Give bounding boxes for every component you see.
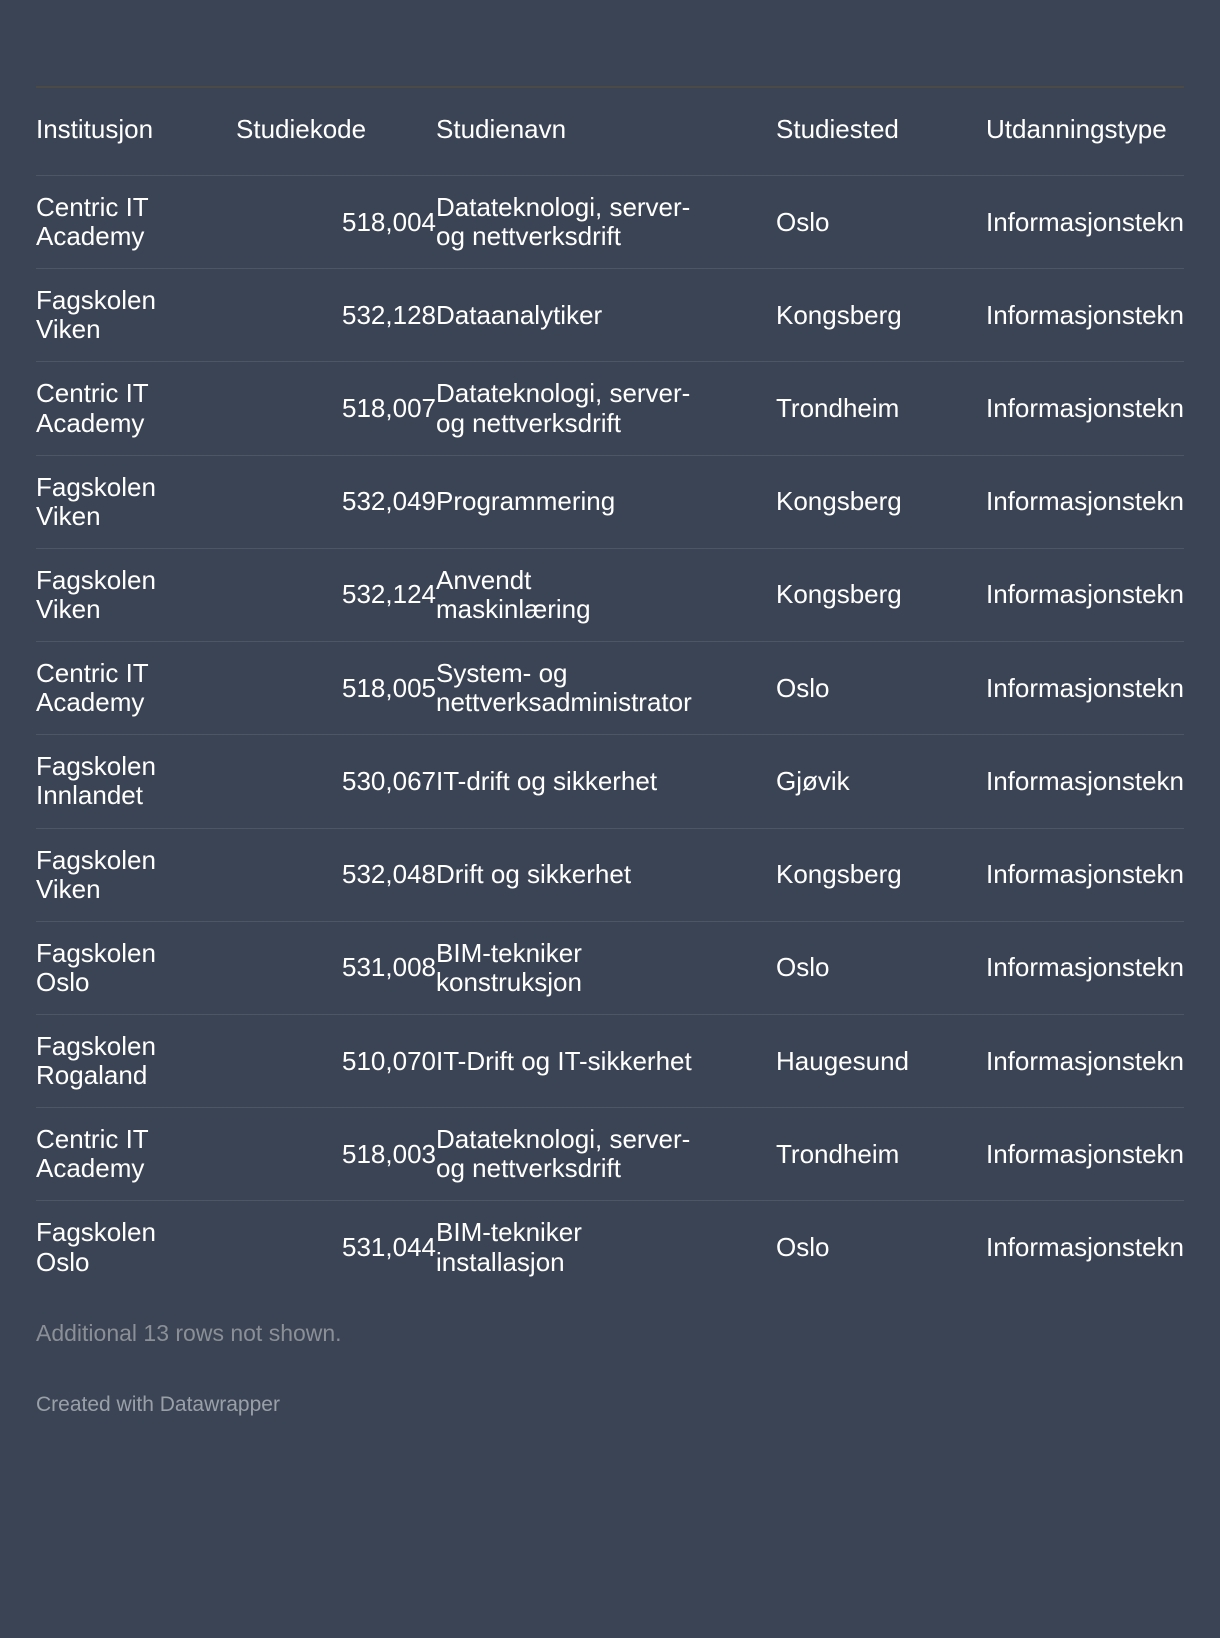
cell-studiested: Oslo (776, 642, 986, 735)
cell-line: Fagskolen (36, 844, 156, 875)
cell-institusjon (36, 176, 236, 269)
cell-line: Rogaland (36, 1060, 148, 1091)
cell-utdanningstype: Informasjonstekn (986, 1014, 1184, 1107)
table-row (36, 176, 1184, 269)
table-row (36, 828, 1184, 921)
cell-studiested: Trondheim (776, 1108, 986, 1201)
table-row (36, 269, 1184, 362)
cell-line: installasjon (436, 1246, 565, 1277)
column-header-institusjon[interactable]: Institusjon (36, 114, 154, 144)
cell-studiested: Trondheim (776, 362, 986, 455)
cell-line: System- og (436, 658, 568, 689)
cell-line: maskinlæring (436, 593, 591, 624)
cell-institusjon (36, 735, 236, 828)
cell-line: Viken (36, 500, 101, 531)
cell-line: Viken (36, 593, 101, 624)
cell-studienavn (436, 921, 776, 1014)
column-header-studiekode[interactable]: Studiekode (236, 114, 367, 144)
cell-line: Centric IT (36, 192, 149, 222)
cell-studienavn (436, 269, 776, 362)
cell-utdanningstype: Informasjonstekn (986, 269, 1184, 362)
cell-line: Fagskolen (36, 471, 156, 502)
cell-studiested: Gjøvik (776, 735, 986, 828)
cell-studiested: Oslo (776, 176, 986, 269)
table-row (36, 642, 1184, 735)
cell-line: Programmering (436, 486, 616, 517)
cell-studiested: Oslo (776, 1201, 986, 1294)
cell-studiested: Kongsberg (776, 828, 986, 921)
cell-institusjon (36, 1014, 236, 1107)
cell-line: konstruksjon (436, 966, 582, 997)
column-header-studienavn[interactable]: Studienavn (436, 114, 567, 144)
cell-utdanningstype: Informasjonstekn (986, 548, 1184, 641)
cell-line: Anvendt (436, 564, 532, 595)
table-row (36, 735, 1184, 828)
cell-line: og nettverksdrift (436, 221, 621, 252)
cell-line: Fagskolen (36, 1217, 156, 1248)
cell-studienavn (436, 1108, 776, 1201)
cell-studiekode: 518,004 (236, 176, 436, 269)
cell-line: Academy (36, 407, 145, 438)
cell-line: Drift og sikkerhet (436, 859, 632, 890)
data-table (36, 88, 1184, 1294)
cell-line: Datateknologi, server- (436, 192, 691, 222)
cell-line: Viken (36, 314, 101, 345)
cell-studiested: Oslo (776, 921, 986, 1014)
cell-studiekode: 530,067 (236, 735, 436, 828)
cell-line: Fagskolen (36, 564, 156, 595)
cell-studiekode: 531,044 (236, 1201, 436, 1294)
cell-line: Fagskolen (36, 285, 156, 316)
table-body (36, 176, 1184, 1294)
cell-institusjon (36, 642, 236, 735)
cell-utdanningstype: Informasjonstekn (986, 176, 1184, 269)
cell-line: Academy (36, 1153, 145, 1184)
cell-utdanningstype: Informasjonstekn (986, 921, 1184, 1014)
cell-studiekode: 518,005 (236, 642, 436, 735)
cell-line: IT-drift og sikkerhet (436, 765, 658, 796)
cell-institusjon (36, 921, 236, 1014)
cell-studiekode: 518,007 (236, 362, 436, 455)
cell-studienavn (436, 362, 776, 455)
cell-utdanningstype: Informasjonstekn (986, 362, 1184, 455)
table-header (36, 88, 1184, 176)
cell-studiekode: 531,008 (236, 921, 436, 1014)
datawrapper-credit[interactable]: Created with Datawrapper (36, 1392, 280, 1416)
cell-studiekode: 510,070 (236, 1014, 436, 1107)
cell-institusjon (36, 362, 236, 455)
cell-studiested: Haugesund (776, 1014, 986, 1107)
cell-utdanningstype: Informasjonstekn (986, 455, 1184, 548)
cell-utdanningstype: Informasjonstekn (986, 735, 1184, 828)
cell-studiested: Kongsberg (776, 548, 986, 641)
cell-studienavn (436, 1014, 776, 1107)
cell-line: Fagskolen (36, 937, 156, 968)
cell-line: Centric IT (36, 1124, 149, 1155)
cell-studiekode: 532,048 (236, 828, 436, 921)
cell-line: Oslo (36, 966, 90, 997)
cell-utdanningstype: Informasjonstekn (986, 828, 1184, 921)
cell-studiested: Kongsberg (776, 269, 986, 362)
cell-institusjon (36, 548, 236, 641)
cell-line: Fagskolen (36, 751, 156, 782)
cell-line: Academy (36, 221, 145, 252)
cell-utdanningstype: Informasjonstekn (986, 1201, 1184, 1294)
table-row (36, 1108, 1184, 1201)
cell-institusjon (36, 828, 236, 921)
cell-line: og nettverksdrift (436, 1153, 621, 1184)
cell-line: og nettverksdrift (436, 407, 621, 438)
cell-line: IT-Drift og IT-sikkerhet (436, 1045, 692, 1076)
cell-institusjon (36, 455, 236, 548)
cell-line: Centric IT (36, 658, 149, 689)
table-row (36, 548, 1184, 641)
column-header-studiested[interactable]: Studiested (776, 114, 899, 144)
cell-line: Dataanalytiker (436, 299, 603, 330)
table-chart-container (0, 86, 1220, 1417)
additional-rows-note: Additional 13 rows not shown. (36, 1319, 342, 1346)
table-row (36, 1014, 1184, 1107)
cell-line: BIM-tekniker (436, 1217, 582, 1248)
cell-studiekode: 518,003 (236, 1108, 436, 1201)
cell-line: Centric IT (36, 378, 149, 409)
table-header-row (36, 88, 1184, 176)
cell-line: Academy (36, 687, 145, 718)
table-row (36, 362, 1184, 455)
table-row (36, 921, 1184, 1014)
cell-institusjon (36, 269, 236, 362)
cell-utdanningstype: Informasjonstekn (986, 1108, 1184, 1201)
cell-studienavn (436, 828, 776, 921)
cell-studiekode: 532,124 (236, 548, 436, 641)
cell-studienavn (436, 642, 776, 735)
cell-line: nettverksadministrator (436, 687, 692, 718)
cell-studienavn (436, 548, 776, 641)
cell-institusjon (36, 1201, 236, 1294)
cell-studienavn (436, 176, 776, 269)
cell-line: Datateknologi, server- (436, 1124, 691, 1155)
cell-line: Oslo (36, 1246, 90, 1277)
cell-institusjon (36, 1108, 236, 1201)
cell-studienavn (436, 1201, 776, 1294)
cell-studiekode: 532,128 (236, 269, 436, 362)
cell-studiested: Kongsberg (776, 455, 986, 548)
cell-studiekode: 532,049 (236, 455, 436, 548)
column-header-utdanningstype[interactable]: Utdanningstype (986, 114, 1167, 144)
table-row (36, 1201, 1184, 1294)
cell-utdanningstype: Informasjonstekn (986, 642, 1184, 735)
cell-line: Viken (36, 873, 101, 904)
cell-studienavn (436, 455, 776, 548)
cell-line: Innlandet (36, 780, 143, 811)
cell-studienavn (436, 735, 776, 828)
cell-line: Fagskolen (36, 1030, 156, 1061)
cell-line: BIM-tekniker (436, 937, 582, 968)
cell-line: Datateknologi, server- (436, 378, 691, 409)
table-row (36, 455, 1184, 548)
